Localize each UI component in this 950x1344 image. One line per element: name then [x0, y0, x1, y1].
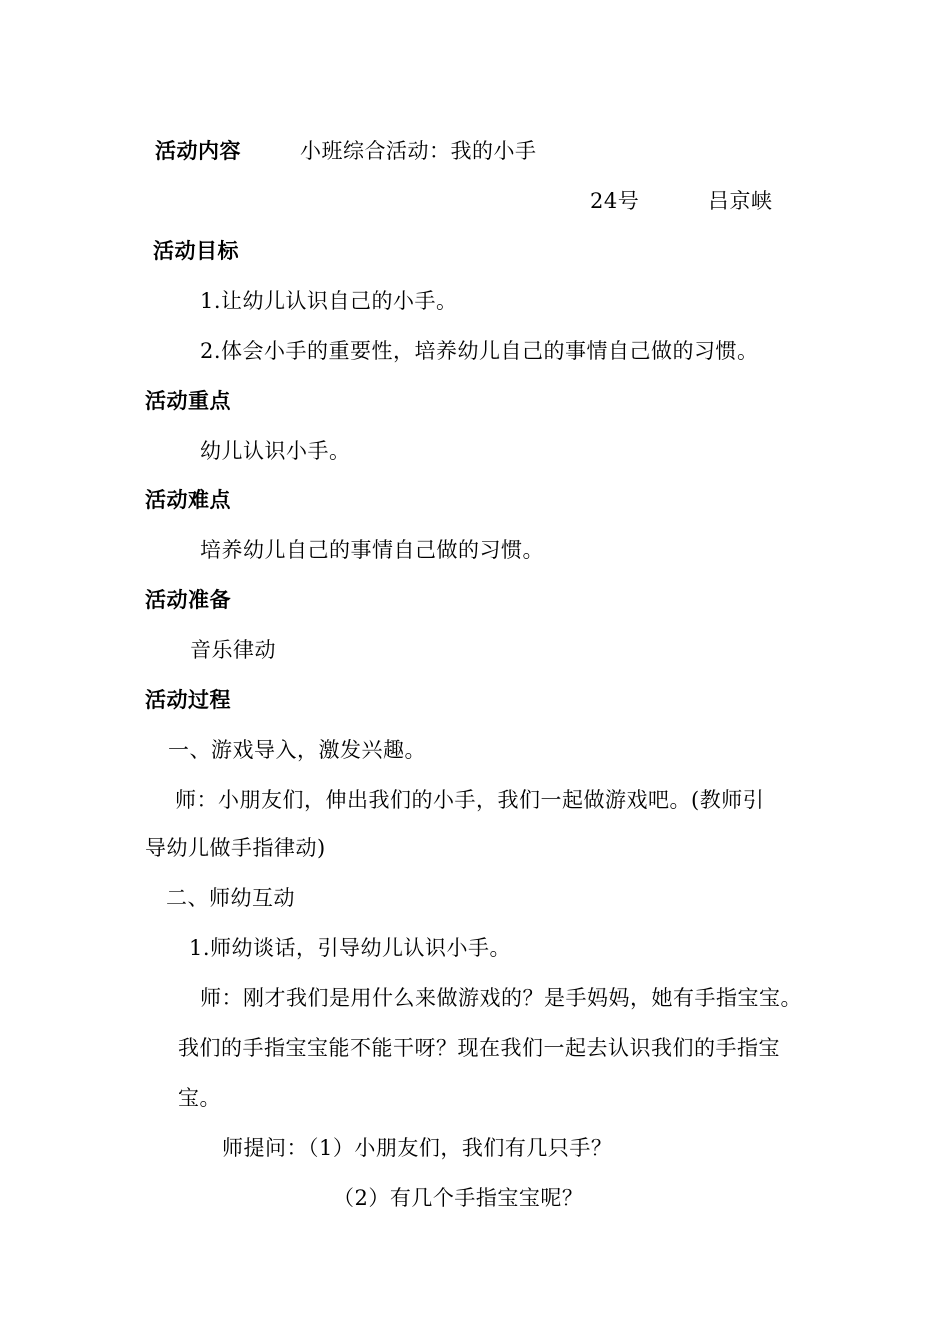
activity-content-value: 小班综合活动：我的小手: [300, 139, 537, 163]
goal-item: 2.体会小手的重要性，培养幼儿自己的事情自己做的习惯。: [200, 339, 759, 363]
goal-item: 1.让幼儿认识自己的小手。: [200, 289, 458, 313]
process-line: 1.师幼谈话，引导幼儿认识小手。: [189, 936, 512, 960]
process-line: 导幼儿做手指律动): [145, 836, 326, 860]
key-point-text: 幼儿认识小手。: [200, 439, 351, 463]
author-name: 吕京峡: [708, 189, 773, 213]
difficulty-heading: 活动难点: [145, 488, 231, 512]
process-line: 师提问：（1）小朋友们，我们有几只手？: [222, 1136, 613, 1160]
preparation-heading: 活动准备: [145, 588, 231, 612]
author-number: 24号: [590, 189, 640, 213]
process-line: 我们的手指宝宝能不能干呀？现在我们一起去认识我们的手指宝: [178, 1036, 780, 1060]
goals-heading: 活动目标: [153, 239, 239, 263]
process-line: 一、游戏导入，激发兴趣。: [168, 738, 426, 762]
activity-content-label: 活动内容: [155, 139, 241, 163]
difficulty-text: 培养幼儿自己的事情自己做的习惯。: [200, 538, 544, 562]
preparation-text: 音乐律动: [190, 638, 276, 662]
process-line: （2）有几个手指宝宝呢？: [333, 1186, 584, 1210]
process-heading: 活动过程: [145, 688, 231, 712]
process-line: 二、师幼互动: [166, 886, 295, 910]
key-point-heading: 活动重点: [145, 389, 231, 413]
process-line: 师：小朋友们，伸出我们的小手，我们一起做游戏吧。(教师引: [175, 788, 765, 812]
process-line: 宝。: [178, 1086, 221, 1110]
process-line: 师：刚才我们是用什么来做游戏的？是手妈妈，她有手指宝宝。: [200, 986, 802, 1010]
